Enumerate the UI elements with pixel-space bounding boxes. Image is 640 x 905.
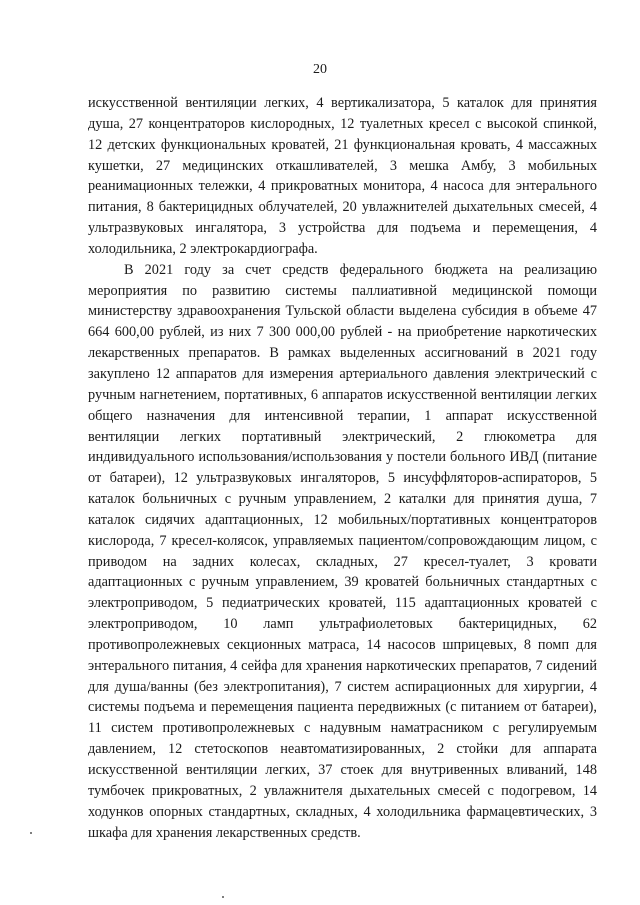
- scan-speck: [222, 896, 224, 898]
- paragraph-continuation: искусственной вентиляции легких, 4 вертикализатора, 5 каталок для принятия душа, 27 концентраторов кислородных, 12 туалетных кресел с высокой спинкой, 12 детских функциональных кроватей, 21 функциональная кровать, 4 массажных кушетки, 27 медицинских откашливателей, 3 мешка Амбу, 3 мобильных реанимационных тележки, 4 прикроватных монитора, 4 насоса для энтерального питания, 8 бактерицидных облучателей, 20 увлажнителей дыхательных смесей, 4 ультразвуковых ингалятора, 3 устройства для подъема и перемещения, 4 холодильника, 2 электрокардиографа.: [88, 95, 597, 257]
- scan-speck: [30, 832, 32, 834]
- page-number: 20: [313, 62, 327, 77]
- document-body: [88, 93, 597, 843]
- paragraph-subsidy-2021: В 2021 году за счет средств федерального бюджета на реализацию мероприятия по развитию системы паллиативной медицинской помощи министерству здравоохранения Тульской области выделена субсидия в объеме 47 664 600,00 рублей, из них 7 300 000,00 рублей - на приобретение наркотических лекарственных препаратов. В рамках выделенных ассигнований в 2021 году закуплено 12 аппаратов для измерения артериального давления электрический с ручным нагнетением, портативных, 6 аппаратов искусственной вентиляции легких общего назначения для интенсивной терапии, 1 аппарат искусственной вентиляции легких портативный электрический, 2 глюкометра для индивидуального использования/использования у постели больного ИВД (питание от батареи), 12 ультразвуковых ингаляторов, 5 инсуффляторов-аспираторов, 5 каталок больничных с ручным управлением, 2 каталки для принятия душа, 7 каталок сидячих адаптационных, 12 мобильных/портативных концентраторов кислорода, 7 кресел-колясок, управляемых пациентом/сопровождающим лицом, с приводом на задних колесах, складных, 27 кресел-туалет, 3 кровати адаптационных с ручным управлением, 39 кроватей больничных стандартных с электроприводом, 5 педиатрических кроватей, 115 адаптационных кроватей с электроприводом, 10 ламп ультрафиолетовых бактерицидных, 62 противопролежневых секционных матраса, 14 насосов шприцевых, 8 помп для энтерального питания, 4 сейфа для хранения наркотических препаратов, 7 сидений для душа/ванны (без электропитания), 7 систем аспирационных для хирургии, 4 системы подъема и перемещения пациента передвижных (с питанием от батареи), 11 систем противопролежневых с надувным наматрасником с регулируемым давлением, 12 стетоскопов неавтоматизированных, 2 стойки для аппарата искусственной вентиляции легких, 37 стоек для внутривенных вливаний, 148 тумбочек прикроватных, 2 увлажнителя дыхательных смесей с подогревом, 14 ходунков опорных стандартных, складных, 4 холодильника фармацевтических, 3 шкафа для хранения лекарственных средств.: [88, 261, 597, 841]
